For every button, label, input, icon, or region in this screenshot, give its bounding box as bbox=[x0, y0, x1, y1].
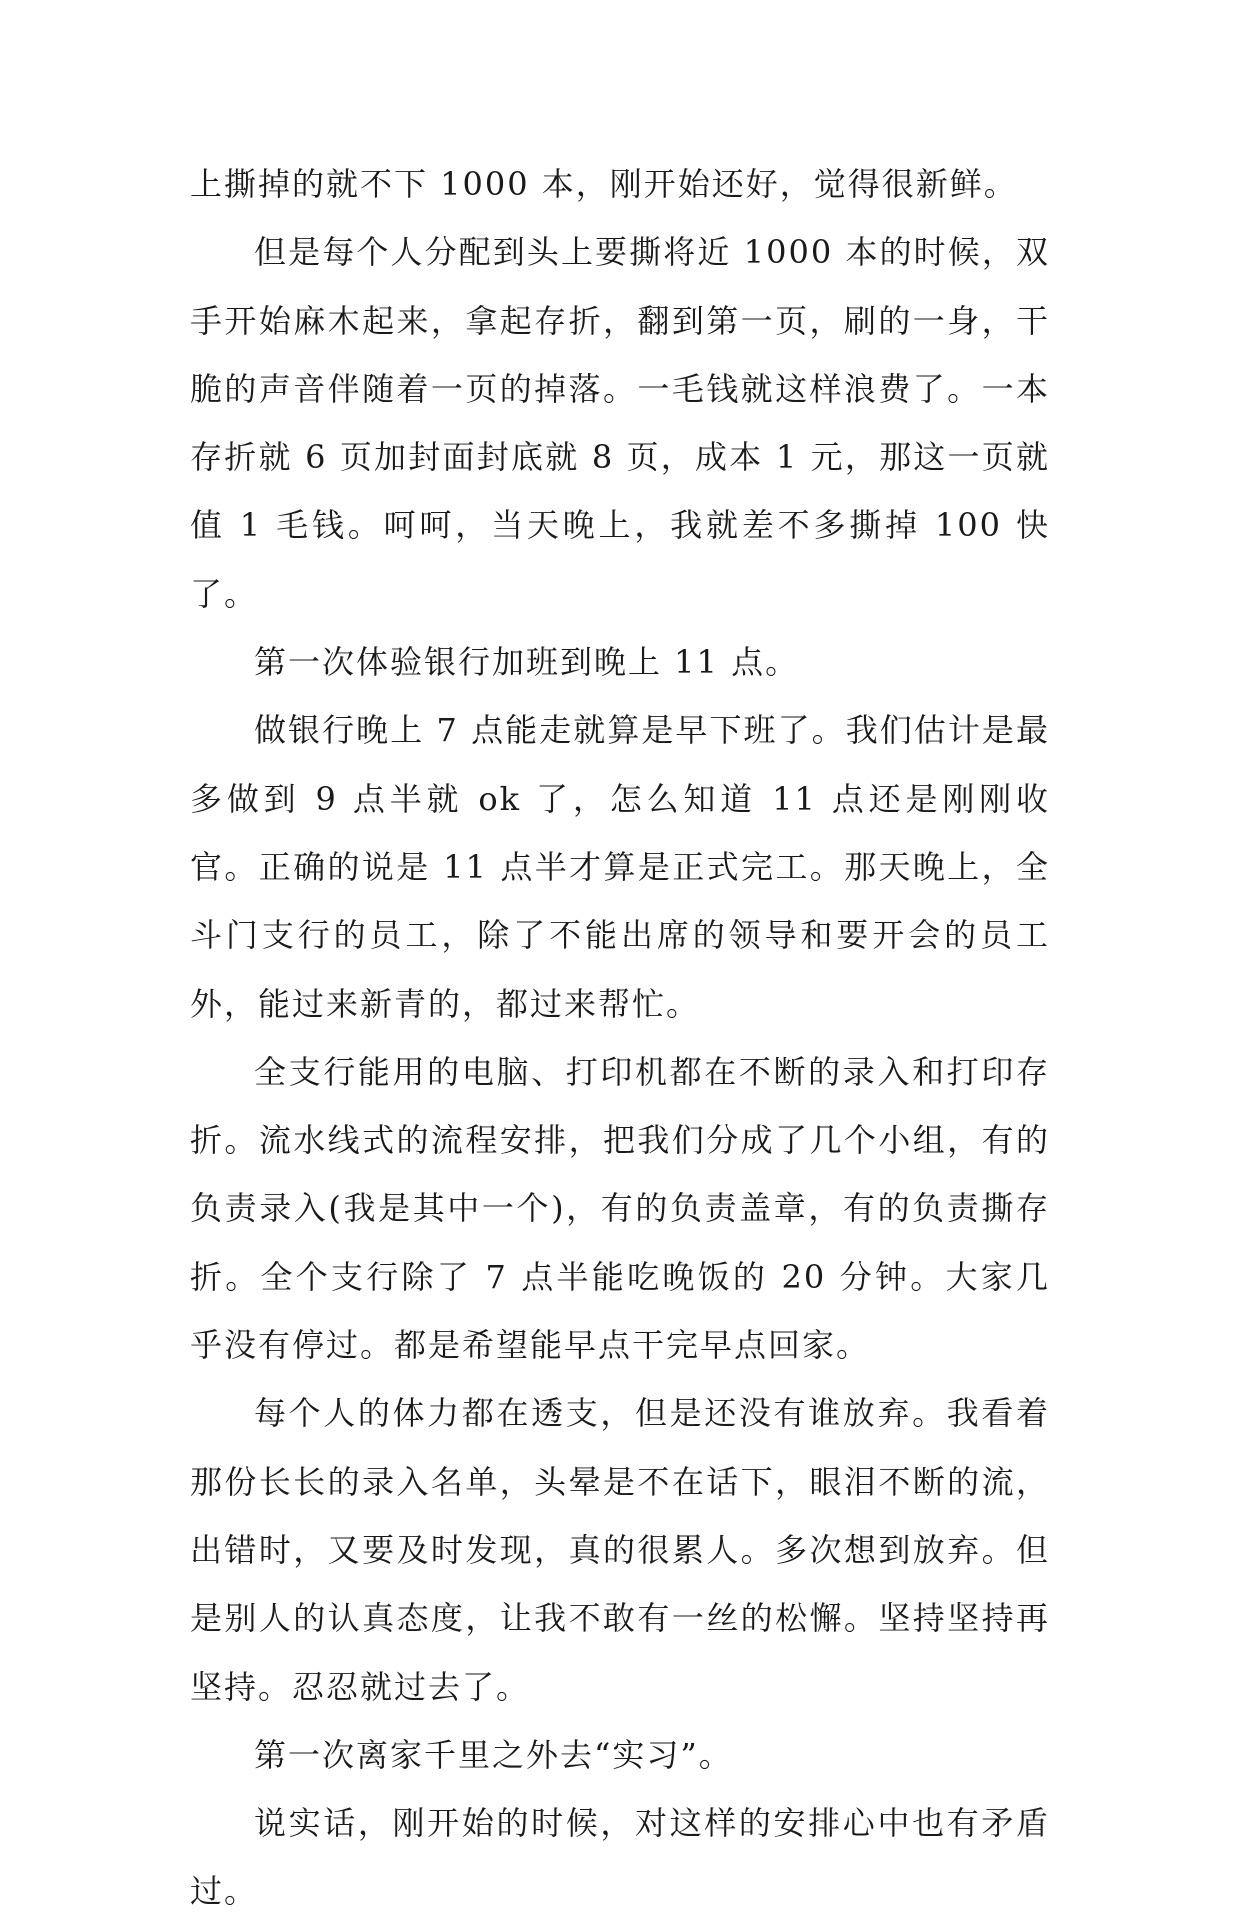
paragraph: 全支行能用的电脑、打印机都在不断的录入和打印存折。流水线式的流程安排，把我们分成了几个小组，有的负责录入(我是其中一个)，有的负责盖章，有的负责撕存折。全个支行除了 7 点半能吃晚饭的 20 分钟。大家几乎没有停过。都是希望能早点干完早点回家。 bbox=[190, 1052, 1050, 1365]
section-heading: 第一次体验银行加班到晚上 11 点。 bbox=[254, 643, 800, 682]
paragraph: 上撕掉的就不下 1000 本，刚开始还好，觉得很新鲜。 bbox=[190, 165, 1018, 203]
paragraph: 做银行晚上 7 点能走就算是早下班了。我们估计是最多做到 9 点半就 ok 了，怎么知道 11 点还是刚刚收官。正确的说是 11 点半才算是正式完工。那天晚上，全斗门支行的员工，除了不能出席的领导和要开会的员工外，能过来新青的，都过来帮忙。 bbox=[190, 711, 1050, 1023]
paragraph: 每个人的体力都在透支，但是还没有谁放弃。我看着那份长长的录入名单，头晕是不在话下，眼泪不断的流，出错时，又要及时发现，真的很累人。多次想到放弃。但是别人的认真态度，让我不敢有一丝的松懈。坚持坚持再坚持。忍忍就过去了。 bbox=[190, 1394, 1050, 1706]
paragraph: 说实话，刚开始的时候，对这样的安排心中也有矛盾过。 bbox=[190, 1804, 1050, 1911]
section-heading: 第一次离家千里之外去“实习”。 bbox=[254, 1735, 733, 1774]
paragraph: 但是每个人分配到头上要撕将近 1000 本的时候，双手开始麻木起来，拿起存折，翻到第一页，刷的一身，干脆的声音伴随着一页的掉落。一毛钱就这样浪费了。一本存折就 6 页加封面封底就 8 页，成本 1 元，那这一页就值 1 毛钱。呵呵，当天晚上，我就差不多撕掉 100 快了。 bbox=[190, 233, 1050, 613]
body-text bbox=[190, 150, 1050, 1926]
